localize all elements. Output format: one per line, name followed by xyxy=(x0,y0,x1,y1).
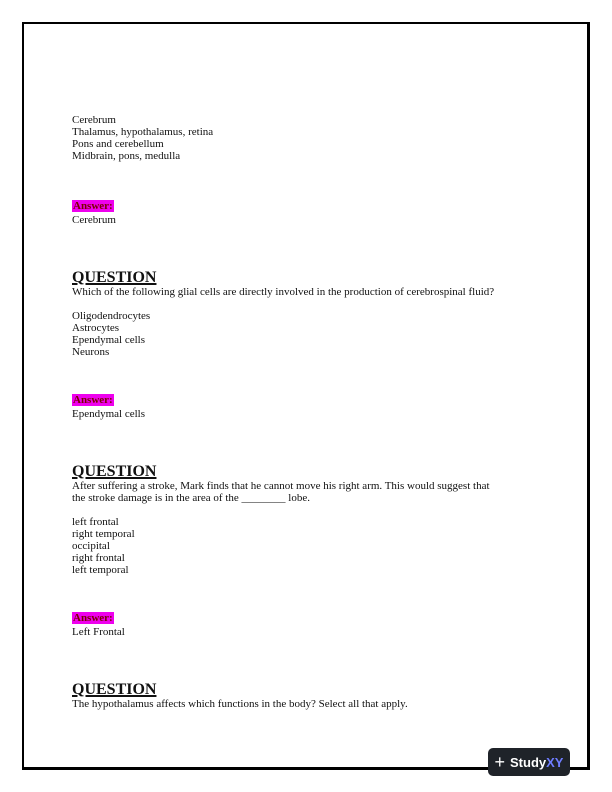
question-heading: QUESTION xyxy=(72,269,157,286)
brand-study: Study xyxy=(510,754,547,770)
plus-icon: + xyxy=(494,752,506,772)
answer-label: Answer: xyxy=(73,612,113,624)
answer-text: Cerebrum xyxy=(72,214,116,226)
question-heading: QUESTION xyxy=(72,681,157,698)
question-block-3 xyxy=(72,464,572,638)
option: occipital xyxy=(72,540,110,552)
option: Midbrain, pons, medulla xyxy=(72,150,181,162)
question-heading: QUESTION xyxy=(72,463,157,480)
studyxy-badge[interactable] xyxy=(488,748,570,776)
question-block-1 xyxy=(72,114,572,226)
option: Pons and cerebellum xyxy=(72,138,164,150)
option: Oligodendrocytes xyxy=(72,310,151,322)
question-block-4 xyxy=(72,682,572,710)
question-block-2 xyxy=(72,270,572,420)
option: right frontal xyxy=(72,552,125,564)
option: Ependymal cells xyxy=(72,334,146,346)
answer-label: Answer: xyxy=(73,200,113,212)
answer-text: Left Frontal xyxy=(72,626,125,638)
option: Astrocytes xyxy=(72,322,120,334)
brand-xy: XY xyxy=(546,754,564,770)
option: left frontal xyxy=(72,516,119,528)
option: right temporal xyxy=(72,528,135,540)
answer-text: Ependymal cells xyxy=(72,408,146,420)
question-text: Which of the following glial cells are directly involved in the production of cerebrospinal fluid? xyxy=(72,286,495,298)
answer-label: Answer: xyxy=(73,394,113,406)
document-content xyxy=(72,114,572,710)
option: Thalamus, hypothalamus, retina xyxy=(72,126,214,138)
option: left temporal xyxy=(72,564,129,576)
question-text-line-1: After suffering a stroke, Mark finds that he cannot move his right arm. This would suggest that xyxy=(72,480,490,492)
question-text: The hypothalamus affects which functions in the body? Select all that apply. xyxy=(72,698,408,710)
question-text-line-2: the stroke damage is in the area of the ________ lobe. xyxy=(72,492,310,504)
option: Cerebrum xyxy=(72,114,116,126)
option: Neurons xyxy=(72,346,110,358)
